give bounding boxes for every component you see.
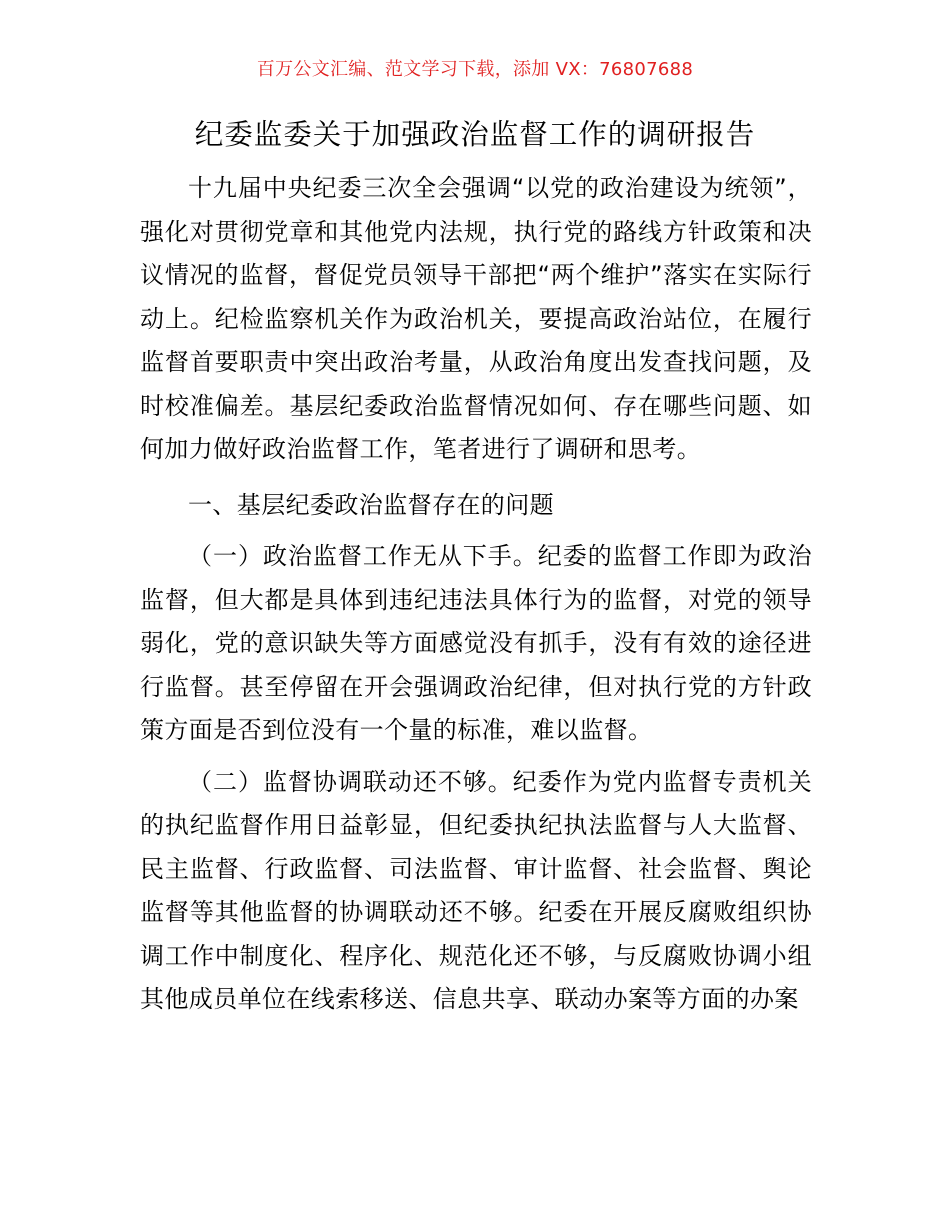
section-heading-problems: 一、基层纪委政治监督存在的问题 [188, 490, 554, 519]
paragraph-item-1: （一）政治监督工作无从下手。纪委的监督工作即为政治监督，但大都是具体到违纪违法具体行为的监督，对党的领导弱化，党的意识缺失等方面感觉没有抓手，没有有效的途径进行监督。甚至停留在开会强调政治纪律，但对执行党的方针政策方面是否到位没有一个量的标准，难以监督。 [140, 542, 812, 744]
paragraph-item-2: （二）监督协调联动还不够。纪委作为党内监督专责机关的执纪监督作用日益彰显，但纪委执纪执法监督与人大监督、民主监督、行政监督、司法监督、审计监督、社会监督、舆论监督等其他监督的协调联动还不够。纪委在开展反腐败组织协调工作中制度化、程序化、规范化还不够，与反腐败协调小组其他成员单位在线索移送、信息共享、联动办案等方面的办案 [140, 767, 812, 1013]
page-title: 纪委监委关于加强政治监督工作的调研报告 [194, 118, 756, 151]
document-body [140, 167, 812, 1022]
header-watermark-note: 百万公文汇编、范文学习下载，添加 VX：76807688 [256, 59, 694, 80]
intro-paragraph: 十九届中央纪委三次全会强调“以党的政治建设为统领”，强化对贯彻党章和其他党内法规，执行党的路线方针政策和决议情况的监督，督促党员领导干部把“两个维护”落实在实际行动上。纪检监察机关作为政治机关，要提高政治站位，在履行监督首要职责中突出政治考量，从政治角度出发查找问题，及时校准偏差。基层纪委政治监督情况如何、存在哪些问题、如何加力做好政治监督工作，笔者进行了调研和思考。 [140, 174, 812, 463]
